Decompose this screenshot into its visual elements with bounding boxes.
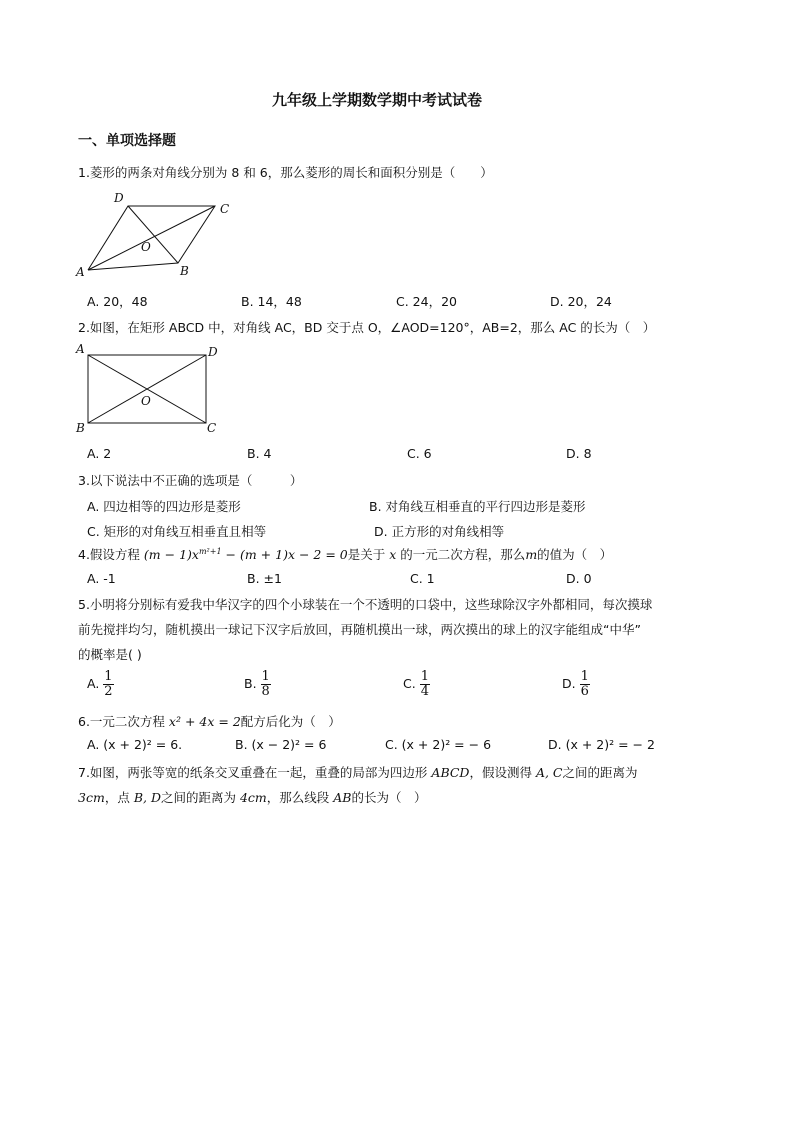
q2-label-o: O bbox=[141, 394, 151, 408]
q1-option-d: D. 20，24 bbox=[550, 294, 612, 309]
q6-option-d: D. (x + 2)² = − 2 bbox=[548, 737, 655, 752]
q6-equation: x² + 4x = 2 bbox=[168, 714, 241, 729]
q4-option-d: D. 0 bbox=[566, 571, 592, 586]
q2-label-d: D bbox=[208, 345, 218, 359]
q2-option-b: B. 4 bbox=[247, 446, 272, 461]
q1-option-c: C. 24，20 bbox=[396, 294, 457, 309]
q2-label-b: B bbox=[76, 421, 85, 435]
q4-stem: 4.假设方程 $(m - 1)x^{m^2+1} - (m + 1)x - 2 = 0$是关于 x 的一元二次方程，那么m的值为（ ） bbox=[78, 546, 613, 562]
q1-label-a: A bbox=[76, 265, 85, 279]
q2-option-d: D. 8 bbox=[566, 446, 592, 461]
q6-option-b: B. (x − 2)² = 6 bbox=[235, 737, 327, 752]
q7-stem-line2: 3cm，点 B, D之间的距离为 4cm，那么线段 AB的长为（ ） bbox=[78, 790, 427, 805]
q6-stem: 6.一元二次方程 x² + 4x = 2配方后化为（ ） bbox=[78, 714, 341, 729]
q4-option-a: A. -1 bbox=[87, 571, 116, 586]
q6-option-c: C. (x + 2)² = − 6 bbox=[385, 737, 492, 752]
q5-stem-line3: 的概率是( ) bbox=[78, 647, 142, 662]
q1-label-o: O bbox=[141, 240, 151, 254]
q5-stem-line1: 5.小明将分别标有爱我中华汉字的四个小球装在一个不透明的口袋中，这些球除汉字外都相同，每次摸球 bbox=[78, 597, 653, 612]
q1-label-c: C bbox=[220, 202, 230, 216]
q2-option-a: A. 2 bbox=[87, 446, 112, 461]
q1-stem: 1.菱形的两条对角线分别为 8 和 6，那么菱形的周长和面积分别是（ ） bbox=[78, 165, 493, 180]
q7-stem-line1: 7.如图，两张等宽的纸条交叉重叠在一起，重叠的局部为四边形 ABCD，假设测得 A, C之间的距离为 bbox=[78, 765, 638, 780]
q1-option-a: A. 20，48 bbox=[87, 294, 148, 309]
q4-equation: $(m - 1)x^{m^2+1} - (m + 1)x - 2 = 0$ bbox=[143, 546, 348, 562]
q3-option-b: B. 对角线互相垂直的平行四边形是菱形 bbox=[369, 499, 586, 514]
q1-label-b: B bbox=[180, 264, 189, 278]
q5-stem-line2: 前先搅拌均匀，随机摸出一球记下汉字后放回，再随机摸出一球，两次摸出的球上的汉字能组成“中华” bbox=[78, 622, 641, 637]
q1-rhombus-figure bbox=[70, 190, 245, 282]
page-title: 九年级上学期数学期中考试试卷 bbox=[272, 91, 483, 109]
q4-option-c: C. 1 bbox=[410, 571, 435, 586]
q4-option-b: B. ±1 bbox=[247, 571, 282, 586]
q2-label-c: C bbox=[207, 421, 217, 435]
q2-stem: 2.如图，在矩形 ABCD 中，对角线 AC，BD 交于点 O，∠AOD=120°，AB=2，那么 AC 的长为（ ） bbox=[78, 320, 656, 335]
section-heading: 一、单项选择题 bbox=[78, 133, 176, 149]
q3-option-a: A. 四边相等的四边形是菱形 bbox=[87, 499, 241, 514]
q2-rectangle-figure bbox=[72, 342, 232, 438]
q5-option-c: C. $\frac{1}{4}$ bbox=[403, 669, 429, 699]
q6-option-a: A. (x + 2)² = 6. bbox=[87, 737, 183, 752]
q5-option-a: A. $\frac{1}{2}$ bbox=[87, 669, 113, 699]
q2-option-c: C. 6 bbox=[407, 446, 432, 461]
q2-label-a: A bbox=[76, 342, 85, 356]
q1-label-d: D bbox=[114, 191, 124, 205]
q3-option-d: D. 正方形的对角线相等 bbox=[374, 524, 505, 539]
q3-stem: 3.以下说法中不正确的选项是（ ） bbox=[78, 473, 303, 488]
q1-option-b: B. 14，48 bbox=[241, 294, 302, 309]
q5-option-b: B. $\frac{1}{8}$ bbox=[244, 669, 270, 699]
q5-option-d: D. $\frac{1}{6}$ bbox=[562, 669, 589, 699]
q3-option-c: C. 矩形的对角线互相垂直且相等 bbox=[87, 524, 267, 539]
